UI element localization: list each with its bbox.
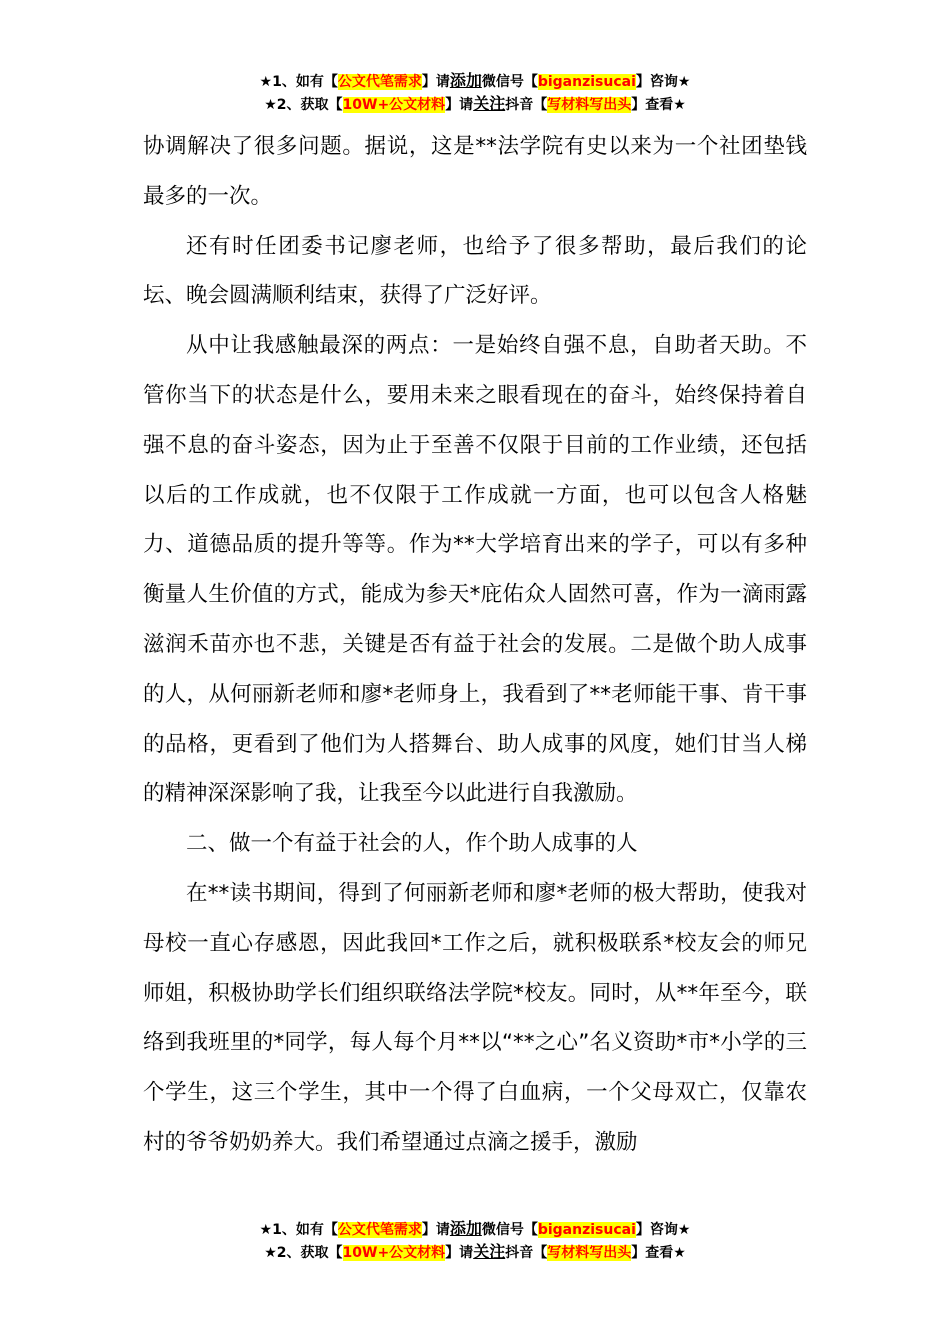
header-line1-prefix: ★1、如有【 (259, 74, 338, 90)
header-line1-mid1: 】请 (421, 74, 450, 90)
header-line2-prefix: ★2、获取【 (264, 97, 343, 113)
section-heading-2: 二、做一个有益于社会的人，作个助人成事的人 (186, 831, 638, 857)
footer-emphasis-follow: 关注 (473, 1242, 506, 1261)
footer-line2-prefix: ★2、获取【 (264, 1245, 343, 1261)
header-highlight-wechat-id: biganzisucai (537, 74, 636, 90)
header-banner-line-2 (0, 93, 950, 116)
footer-banner (0, 1218, 950, 1264)
footer-line1-suffix: 】咨询★ (635, 1222, 691, 1238)
header-line1-suffix: 】咨询★ (635, 74, 691, 90)
header-highlight-ghostwriting: 公文代笔需求 (337, 74, 422, 90)
footer-banner-line-2 (0, 1241, 950, 1264)
footer-line2-suffix: 】查看★ (631, 1245, 686, 1261)
footer-line2-mid1: 】请 (445, 1245, 474, 1261)
header-line2-suffix: 】查看★ (631, 97, 686, 113)
paragraph-5: 在**读书期间，得到了何丽新老师和廖*老师的极大帮助，使我对母校一直心存感恩，因此我回*工作之后，就积极联系*校友会的师兄师姐，积极协助学长们组织联络法学院*校友。同时，从**年至今，联络到我班里的*同学，每人每个月**以“**之心”名义资助*市*小学的三个学生，这三个学生，其中一个得了白血病，一个父母双亡，仅靠农村的爷爷奶奶养大。我们希望通过点滴之援手，激励 (143, 880, 807, 1155)
header-line2-mid2: 抖音【 (505, 97, 548, 113)
document-body (143, 122, 807, 1168)
header-banner-line-1 (0, 70, 950, 93)
paragraph-2: 还有时任团委书记廖老师，也给予了很多帮助，最后我们的论坛、晚会圆满顺利结束，获得了广泛好评。 (143, 233, 807, 309)
footer-line2-mid2: 抖音【 (505, 1245, 548, 1261)
header-line2-mid1: 】请 (445, 97, 474, 113)
footer-line1-mid2: 微信号【 (481, 1222, 538, 1238)
footer-line1-prefix: ★1、如有【 (259, 1222, 338, 1238)
footer-emphasis-add: 添加 (449, 1219, 482, 1238)
paragraph-3: 从中让我感触最深的两点：一是始终自强不息，自助者天助。不管你当下的状态是什么，要用未来之眼看现在的奋斗，始终保持着自强不息的奋斗姿态，因为止于至善不仅限于目前的工作业绩，还包括以后的工作成就，也不仅限于工作成就一方面，也可以包含人格魅力、道德品质的提升等等。作为**大学培育出来的学子，可以有多种衡量人生价值的方式，能成为参天*庇佑众人固然可喜，作为一滴雨露滋润禾苗亦也不悲，关键是否有益于社会的发展。二是做个助人成事的人，从何丽新老师和廖*老师身上，我看到了**老师能干事、肯干事的品格，更看到了他们为人搭舞台、助人成事的风度，她们甘当人梯的精神深深影响了我，让我至今以此进行自我激励。 (143, 333, 807, 807)
header-highlight-douyin-account: 写材料写出头 (547, 97, 632, 113)
footer-line1-mid1: 】请 (421, 1222, 450, 1238)
header-emphasis-add: 添加 (449, 71, 482, 90)
footer-banner-line-1 (0, 1218, 950, 1241)
footer-highlight-materials: 10W+公文材料 (342, 1245, 446, 1261)
footer-highlight-wechat-id: biganzisucai (537, 1222, 636, 1238)
footer-highlight-ghostwriting: 公文代笔需求 (337, 1222, 422, 1238)
header-banner (0, 70, 950, 116)
header-line1-mid2: 微信号【 (481, 74, 538, 90)
footer-highlight-douyin-account: 写材料写出头 (547, 1245, 632, 1261)
header-highlight-materials: 10W+公文材料 (342, 97, 446, 113)
paragraph-1: 协调解决了很多问题。据说，这是**法学院有史以来为一个社团垫钱最多的一次。 (143, 134, 807, 209)
header-emphasis-follow: 关注 (473, 94, 506, 113)
